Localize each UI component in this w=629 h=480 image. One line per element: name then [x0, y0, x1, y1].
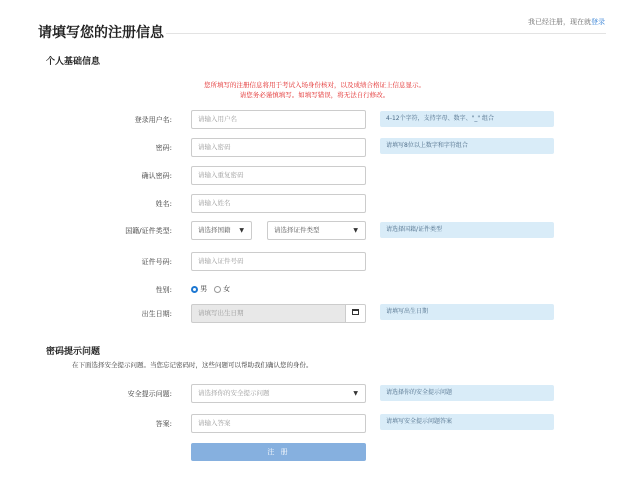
id-type-select-text: 请选择证件类型 — [274, 226, 320, 234]
answer-label: 答案: — [155, 420, 172, 428]
id-number-input[interactable]: 请输入证件号码 — [191, 252, 366, 271]
chevron-down-icon: ▼ — [353, 227, 358, 234]
login-link[interactable]: 登录 — [591, 18, 605, 26]
warning-line-1: 您所填写的注册信息将用于考试入场身份核对，以及成绩合格证上信息显示。 — [204, 81, 425, 89]
login-prompt — [528, 17, 605, 27]
birthdate-input-text: 请填写出生日期 — [198, 309, 244, 317]
gender-female-radio[interactable] — [214, 286, 221, 293]
answer-hint: 请填写安全提示问题答案 — [380, 414, 554, 430]
login-prompt-text: 我已经注册，现在就 — [528, 18, 591, 26]
gender-female-label[interactable]: 女 — [223, 285, 231, 293]
gender-male-radio[interactable] — [191, 286, 198, 293]
birthdate-input[interactable] — [191, 304, 366, 323]
nationality-select[interactable] — [191, 221, 252, 240]
username-input[interactable]: 请输入用户名 — [191, 110, 366, 129]
section-title-security: 密码提示问题 — [46, 347, 101, 357]
answer-input[interactable]: 请输入答案 — [191, 414, 366, 433]
security-question-select-text: 请选择你的安全提示问题 — [198, 389, 270, 397]
gender-radio-group — [191, 284, 230, 294]
chevron-down-icon: ▼ — [353, 390, 358, 397]
security-question-label: 安全提示问题: — [127, 390, 172, 398]
password-label: 密码: — [155, 144, 172, 152]
confirm-password-input[interactable]: 请输入重复密码 — [191, 166, 366, 185]
birthdate-hint: 请填写出生日期 — [380, 304, 554, 320]
name-input[interactable]: 请输入姓名 — [191, 194, 366, 213]
password-input[interactable]: 请输入密码 — [191, 138, 366, 157]
security-question-hint: 请选择你的安全提示问题 — [380, 385, 554, 401]
username-hint: 4-12个字符，支持字母、数字、"_" 组合 — [380, 111, 554, 127]
page-title: 请填写您的注册信息 — [38, 25, 164, 41]
gender-label: 性别: — [155, 286, 172, 294]
register-button[interactable]: 注 册 — [191, 443, 366, 461]
birthdate-label: 出生日期: — [141, 310, 172, 318]
calendar-icon — [352, 309, 359, 315]
security-question-select[interactable] — [191, 384, 366, 403]
section-title-personal: 个人基础信息 — [46, 57, 101, 67]
username-label: 登录用户名: — [134, 116, 172, 124]
gender-male-label[interactable]: 男 — [200, 285, 208, 293]
id-type-label: 国籍/证件类型: — [125, 227, 172, 235]
id-number-label: 证件号码: — [141, 258, 172, 266]
id-type-hint: 请选择国籍/证件类型 — [380, 222, 554, 238]
calendar-button[interactable] — [345, 304, 365, 323]
name-label: 姓名: — [155, 200, 172, 208]
security-description: 在下面选择安全提示问题。当您忘记密码时，这些问题可以帮助我们确认您的身份。 — [72, 361, 313, 369]
password-hint: 请填写8位以上数字和字符组合 — [380, 138, 554, 154]
title-divider — [166, 33, 606, 34]
warning-line-2: 请您务必谨慎填写。如填写错误，将无法自行修改。 — [239, 91, 390, 99]
id-type-select[interactable] — [267, 221, 366, 240]
chevron-down-icon: ▼ — [239, 227, 244, 234]
nationality-select-text: 请选择国籍 — [198, 226, 231, 234]
confirm-password-label: 确认密码: — [141, 172, 172, 180]
